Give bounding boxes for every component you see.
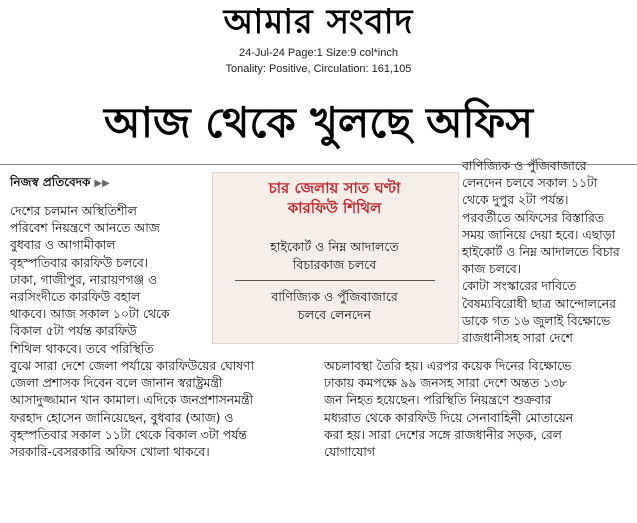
box-title bbox=[212, 178, 457, 218]
text-line: নরসিংদীতে কারফিউ বহাল bbox=[10, 290, 141, 305]
text-line: শিথিল থাকবে। তবে পরিস্থিতি bbox=[10, 341, 154, 356]
text-line: পরবর্তীতে অফিসের বিস্তারিত bbox=[462, 210, 604, 225]
box-subhead-line: বাণিজ্যিক ও পুঁজিবাজারে bbox=[271, 289, 398, 304]
clipping-meta-date-size: 24-Jul-24 Page:1 Size:9 col*inch bbox=[239, 47, 398, 59]
box-subhead-court bbox=[212, 238, 457, 274]
text-line: জন নিহত হয়েছেন। পরিস্থিতি নিয়ন্ত্রণে শুক্রবার bbox=[324, 393, 552, 408]
text-line: রাজধানীসহ সারা দেশে bbox=[462, 331, 573, 346]
text-line: থাকবে। আজ সকাল ১০টা থেকে bbox=[10, 307, 170, 322]
text-line: থেকে দুপুর ২টা পর্যন্ত। bbox=[462, 193, 569, 208]
text-line: সরকারি-বেসরকারি অফিস খোলা থাকবে। bbox=[10, 445, 210, 460]
text-line: বাণিজ্যিক ও পুঁজিবাজারে bbox=[462, 159, 587, 173]
text-line: করা হয়। সারা দেশের সঙ্গে রাজধানীর সড়ক, রেল bbox=[324, 427, 562, 442]
text-line: সময় জানিয়ে দেয়া হবে। এছাড়া bbox=[462, 227, 616, 242]
text-line: অচলাবস্থা তৈরি হয়। এরপর কয়েক দিনের বিক্ষোভে bbox=[324, 359, 572, 373]
masthead-logo: আমার সংবাদ bbox=[223, 2, 414, 42]
byline bbox=[10, 174, 110, 192]
box-subhead-line: হাইকোর্ট ও নিম্ন আদালতে bbox=[270, 239, 399, 254]
left-column bbox=[10, 203, 205, 358]
text-line: কাজ চলবে। bbox=[462, 262, 522, 277]
text-line: ঢাকা, গাজীপুর, নারায়ণগঞ্জ ও bbox=[10, 272, 158, 287]
text-line: মধ্যরাত থেকে কারফিউ দিয়ে সেনাবাহিনী মোতায়েন bbox=[324, 410, 574, 425]
text-line: আসাদুজ্জামান খান কামাল। এদিকে জনপ্রশাসনমন্ত্রী bbox=[10, 393, 254, 408]
text-line: যোগাযোগ bbox=[324, 445, 375, 460]
text-line: কোটা সংস্কারের দাবিতে bbox=[462, 279, 577, 294]
text-line: ঢাকায় কমপক্ষে ৯৯ জনসহ সারা দেশে অন্তত ১৩৮ bbox=[324, 376, 567, 391]
right-column bbox=[462, 158, 632, 347]
text-line: বৈষম্যবিরোধী ছাত্র আন্দোলনের bbox=[462, 296, 616, 311]
box-title-line: চার জেলায় সাত ঘণ্টা bbox=[268, 179, 401, 197]
box-subhead-market bbox=[212, 288, 457, 324]
text-line: বুঝে সারা দেশে জেলা পর্যায়ে কারফিউয়ের ঘোষণা bbox=[10, 359, 255, 373]
text-line: হাইকোর্ট ও নিম্ন আদালতে বিচার bbox=[462, 245, 620, 260]
headline: আজ থেকে খুলছে অফিস bbox=[104, 98, 533, 147]
box-divider bbox=[235, 280, 435, 281]
clipping-meta-tonality: Tonality: Positive, Circulation: 161,105 bbox=[225, 63, 412, 75]
box-subhead-line: চলবে লেনদেন bbox=[298, 307, 371, 322]
bottom-right-text bbox=[324, 358, 632, 461]
text-line: দেশের চলমান অস্থিতিশীল bbox=[10, 204, 137, 218]
box-subhead-line: বিচারকাজ চলবে bbox=[292, 257, 377, 272]
text-line: বিকাল ৫টা পর্যন্ত কারফিউ bbox=[10, 324, 137, 339]
text-line: বৃহস্পতিবার কারফিউ চলবে। bbox=[10, 255, 149, 270]
bottom-left-text bbox=[10, 358, 315, 461]
text-line: বুধবার ও আগামীকাল bbox=[10, 238, 116, 253]
text-line: লেনদেন চলবে সকাল ১১টা bbox=[462, 176, 598, 191]
text-line: বৃহস্পতিবার সকাল ১১টা থেকে বিকাল ৩টা পর্যন্ত bbox=[10, 427, 247, 442]
text-line: ফরহাদ হোসেন জানিয়েছেন, বুধবার (আজ) ও bbox=[10, 410, 234, 425]
text-line: জেলা প্রশাসক দিবেন বলে জানান স্বরাষ্ট্রমন্ত্রী bbox=[10, 376, 223, 391]
box-title-line: কারফিউ শিথিল bbox=[287, 199, 382, 217]
play-arrows-icon: ▶▶ bbox=[94, 178, 110, 189]
byline-text: নিজস্ব প্রতিবেদক bbox=[10, 175, 91, 189]
text-line: পরিবেশ নিয়ন্ত্রণে আনতে আজ bbox=[10, 221, 160, 236]
text-line: ডাকে গত ১৬ জুলাই বিক্ষোভে bbox=[462, 313, 611, 328]
